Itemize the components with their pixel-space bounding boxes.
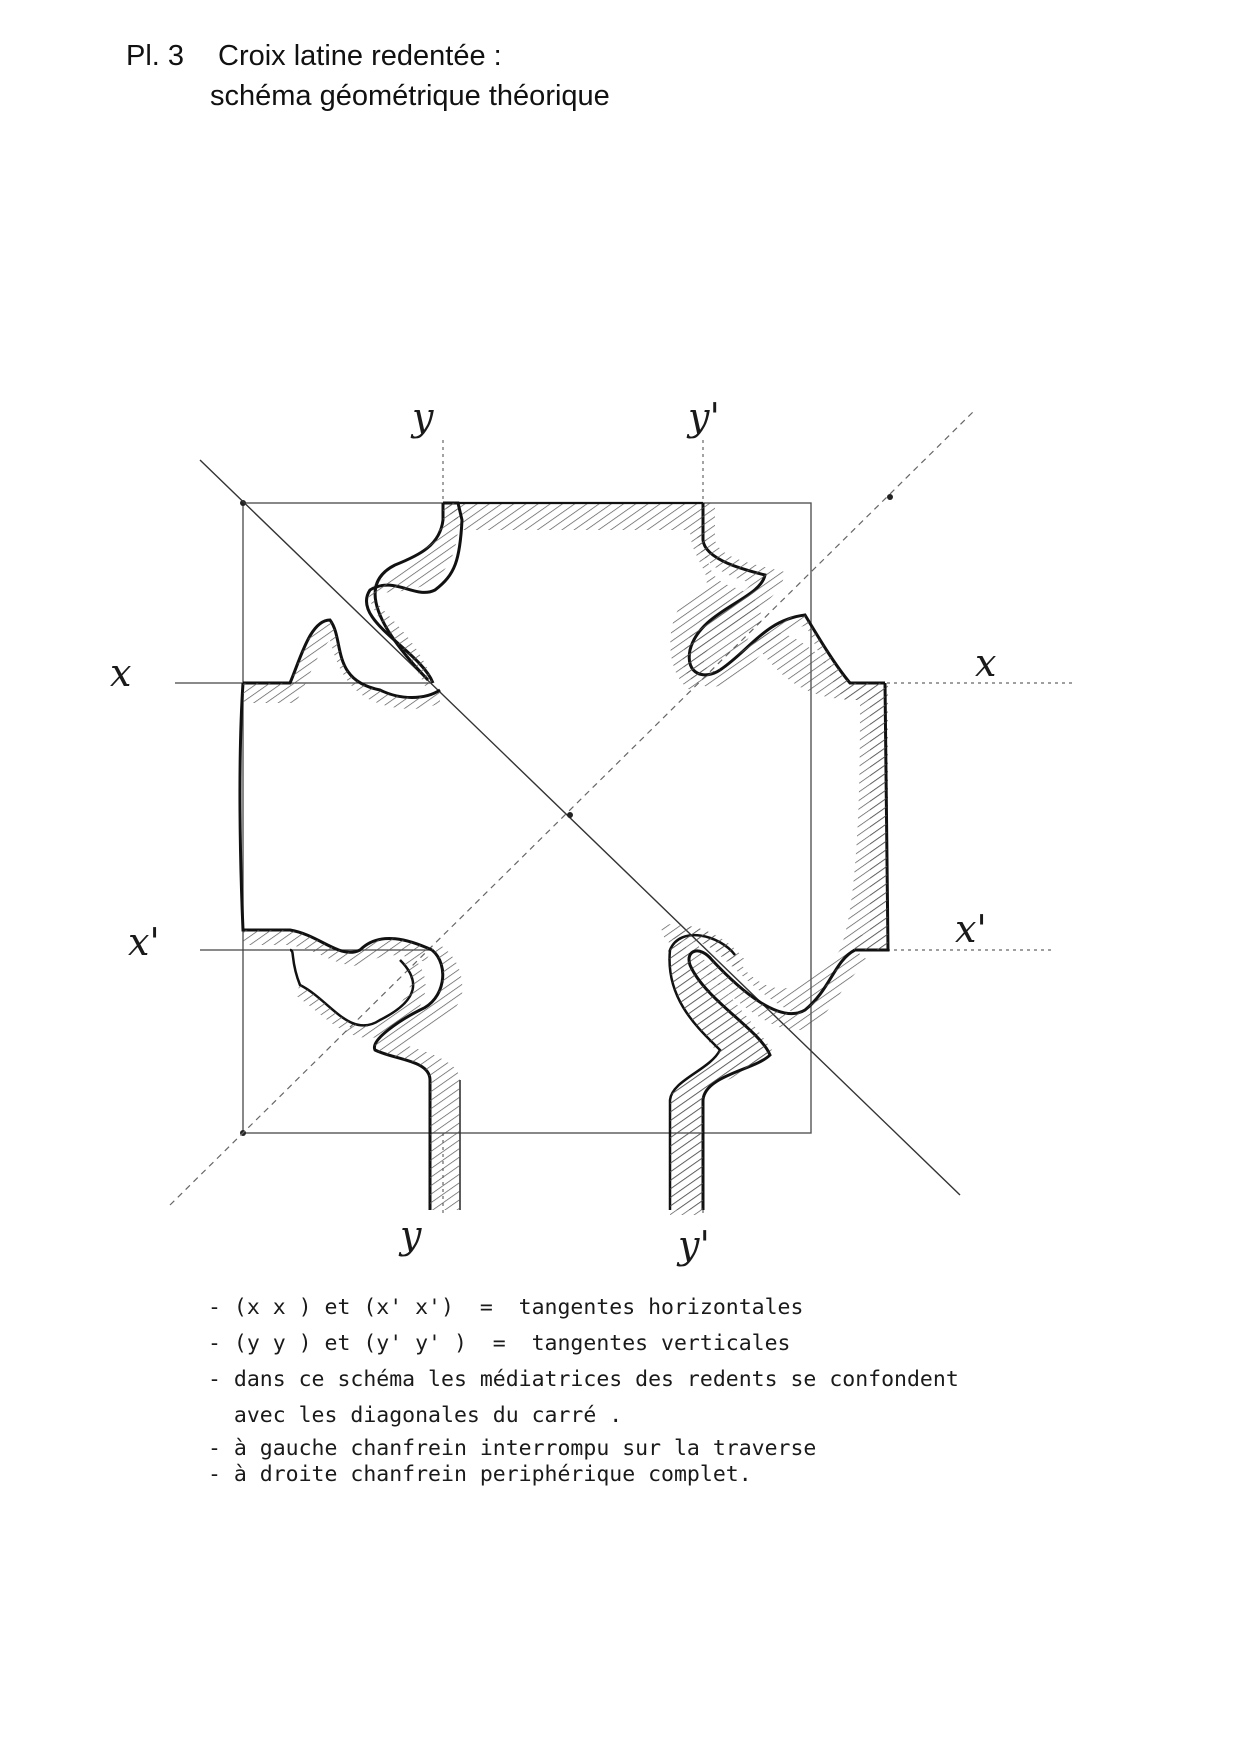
legend-line-left-chamfer: - à gauche chanfrein interrompu sur la traverse <box>208 1436 817 1461</box>
plate-subtitle: schéma géométrique théorique <box>210 80 610 112</box>
diagonal-tick <box>887 494 893 500</box>
legend-line-horizontal-tangents: - (x x ) et (x' x') = tangentes horizontales <box>208 1295 804 1320</box>
plate-number: Pl. 3 <box>126 40 185 72</box>
legend <box>208 1290 959 1488</box>
plate-title: Croix latine redentée : <box>218 40 502 72</box>
label-y-bottom: y <box>400 1213 422 1257</box>
label-y-top: y <box>412 395 434 439</box>
label-x-prime-right: x' <box>955 907 987 951</box>
label-x-prime-left: x' <box>128 920 160 964</box>
legend-line-right-chamfer: - à droite chanfrein periphérique complet. <box>208 1462 752 1487</box>
diagonal-solid <box>200 460 960 1195</box>
label-y-prime-bottom: y' <box>678 1223 710 1267</box>
legend-line-bisectors-continued: avec les diagonales du carré . <box>208 1403 623 1428</box>
label-y-prime-top: y' <box>688 395 720 439</box>
label-x-left: x <box>110 651 132 695</box>
label-x-right: x <box>975 641 997 685</box>
redented-cross-outline <box>240 503 888 1215</box>
legend-line-vertical-tangents: - (y y ) et (y' y' ) = tangentes verticales <box>208 1331 791 1356</box>
center-point <box>567 812 573 818</box>
legend-line-bisectors: - dans ce schéma les médiatrices des redents se confondent <box>208 1367 959 1392</box>
